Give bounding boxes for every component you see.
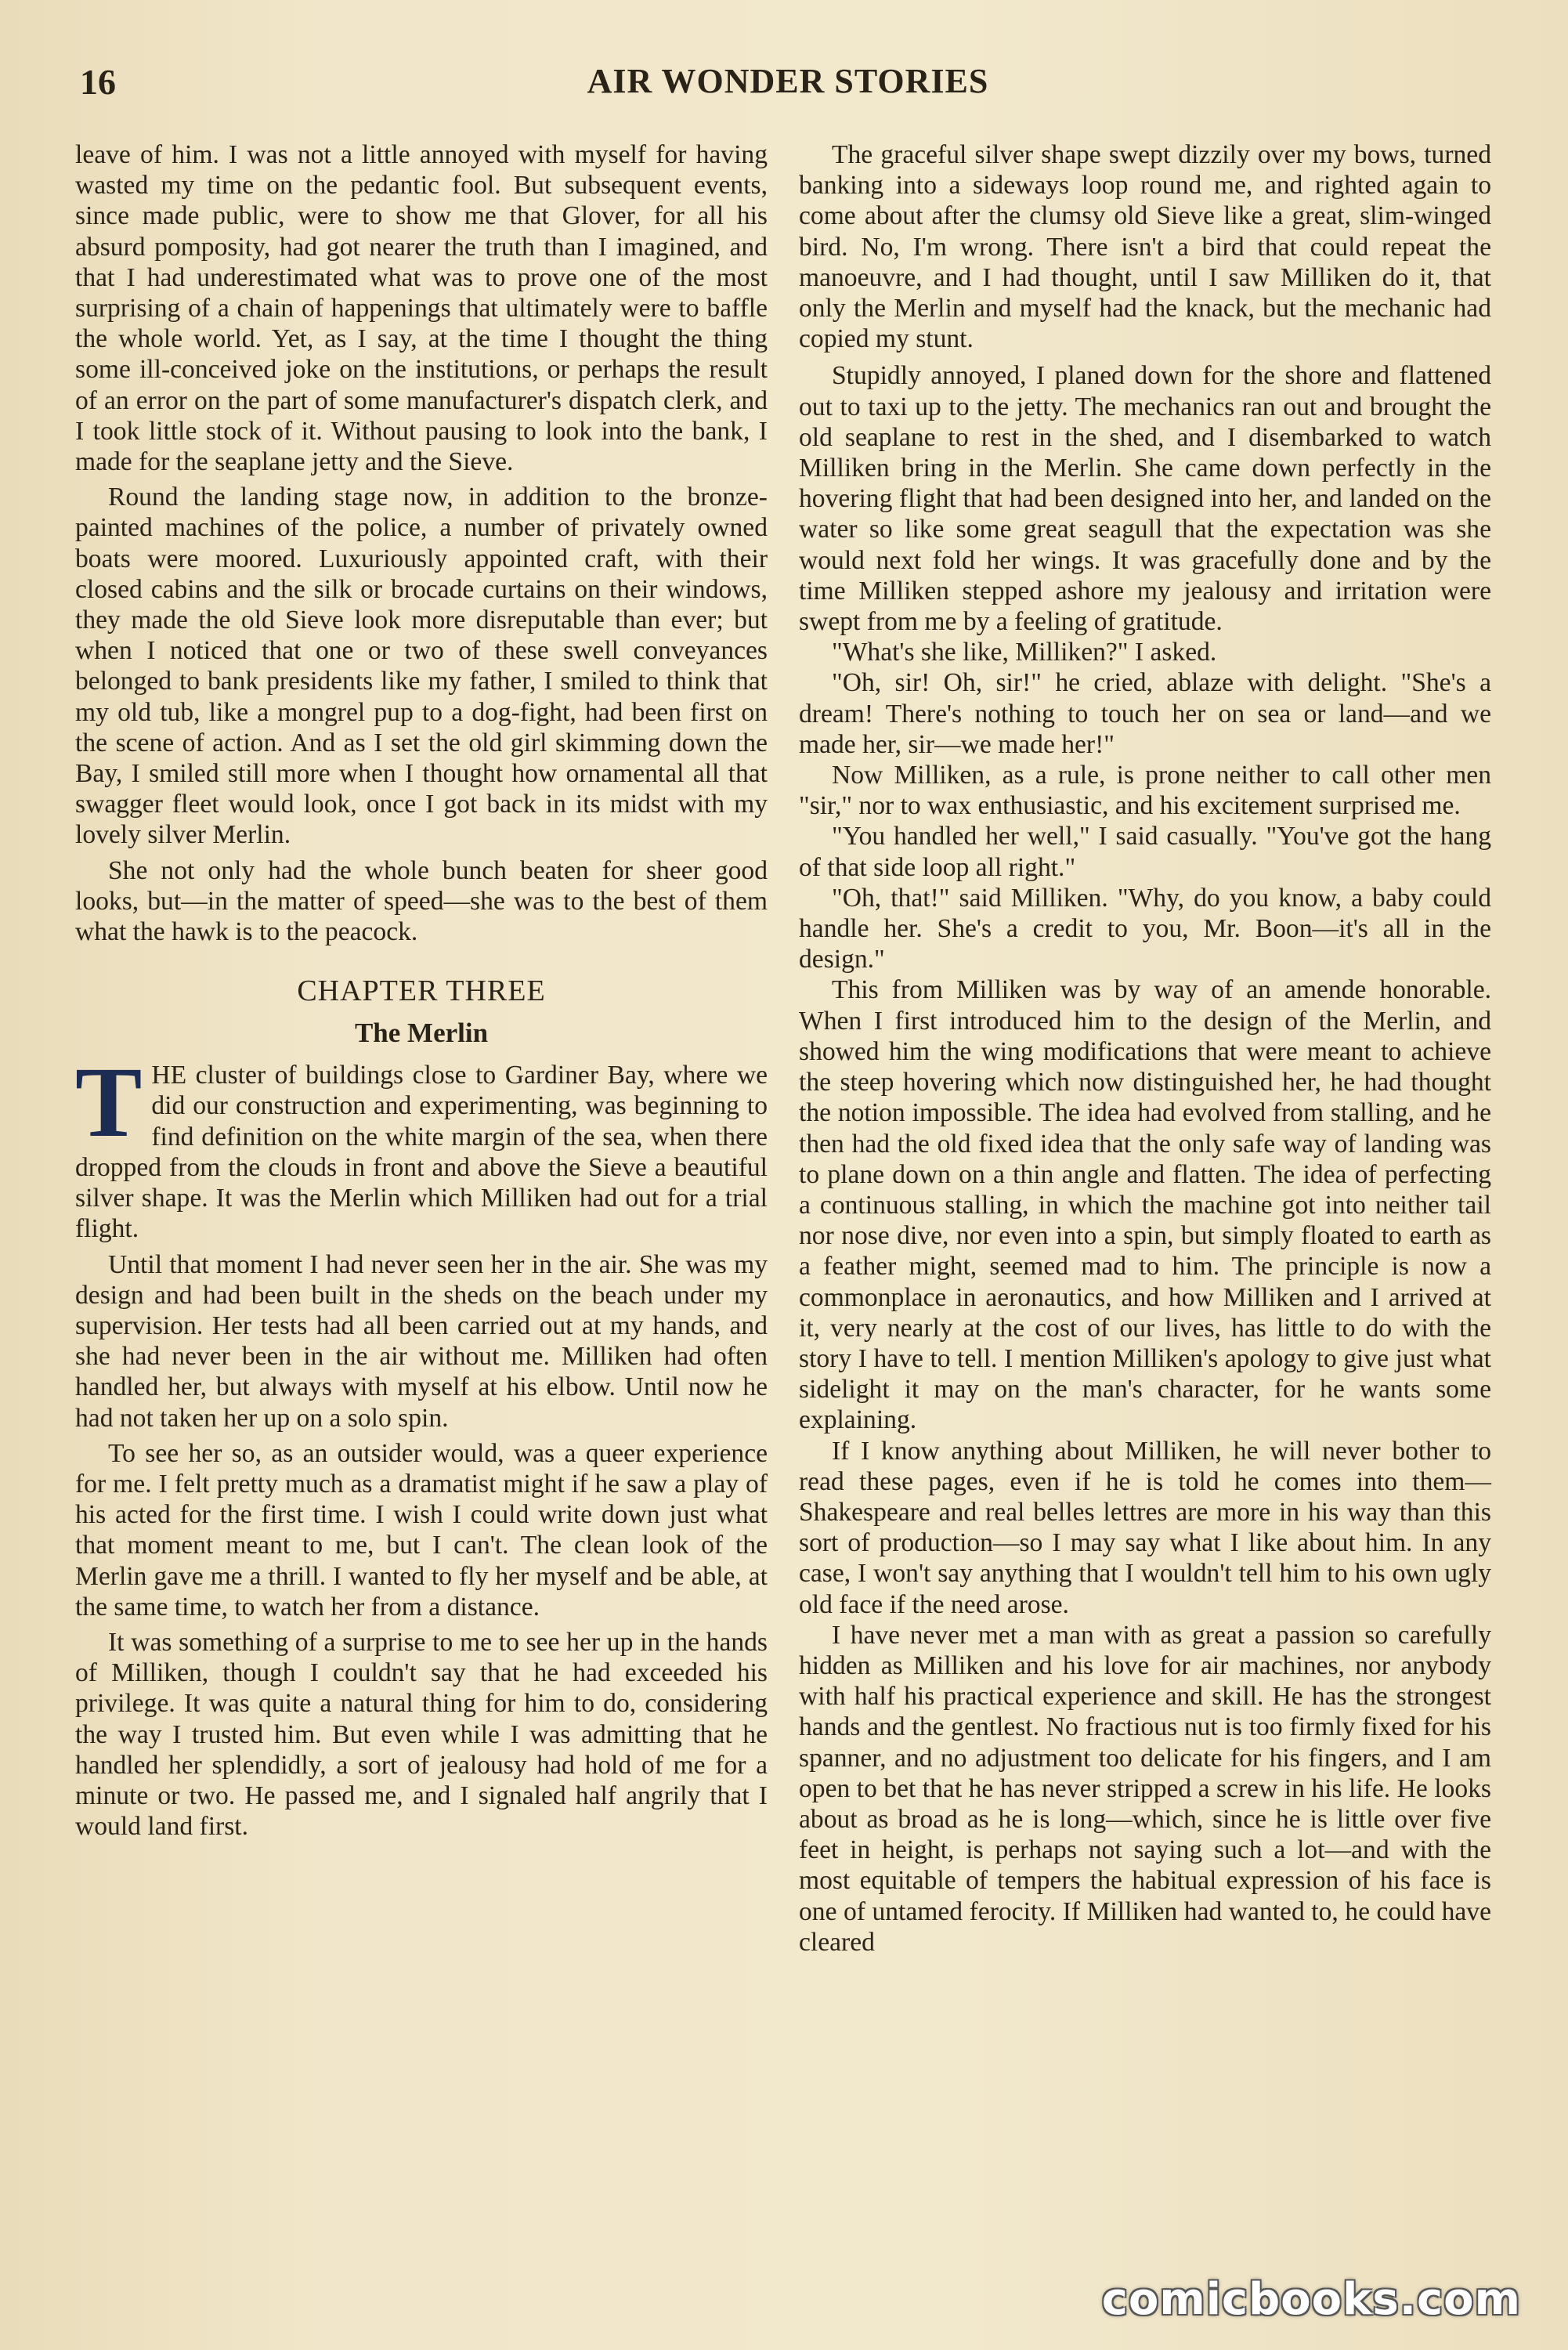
body-paragraph: Now Milliken, as a rule, is prone neither to call other men "sir," nor to wax enthusiastic, and his excitement surprised me. (799, 761, 1491, 821)
body-paragraph: leave of him. I was not a little annoyed with myself for having wasted my time on the pedantic fool. But subsequent events, since made public, were to show me that Glover, for all his absurd pomposity, had got nearer the truth than I imagined, and that I had underestimated what was to prove one of the most surprising of a chain of happenings that ultimately were to baffle the whole world. Yet, as I say, at the time I thought the thing some ill-conceived joke on the institutions, or perhaps the result of an error on the part of some manufacturer's dispatch clerk, and I took little stock of it. Without pausing to look into the bank, I made for the seaplane jetty and the Sieve. (75, 140, 768, 477)
body-paragraph: To see her so, as an outsider would, was a queer experience for me. I felt pretty much as a dramatist might if he saw a play of his acted for the first time. I wish I could write down just what that moment meant to me, but I can't. The clean look of the Merlin gave me a thrill. I wanted to fly her myself and be able, at the same time, to watch her from a distance. (75, 1438, 768, 1622)
body-paragraph: "You handled her well," I said casually. "You've got the hang of that side loop all right." (799, 822, 1491, 882)
opening-text: HE cluster of buildings close to Gardiner Bay, where we did our construction and experimenting, was beginning to find definition on the white margin of the sea, when there dropped from the clouds in front and above the Sieve a beautiful silver shape. It was the Merlin which Milliken had out for a trial flight. (75, 1061, 768, 1244)
body-paragraph: I have never met a man with as great a passion so carefully hidden as Milliken and his love for air machines, nor anybody with half his practical experience and skill. He has the strongest hands and the gentlest. No fractious nut is too firmly fixed for his spanner, and no adjustment too delicate for his fingers, and I am open to bet that he has never stripped a screw in his life. He looks about as broad as he is long—which, since he is little over five feet in height, is perhaps not saying such a lot—and with the most equitable of tempers the habitual expression of his face is one of untamed ferocity. If Milliken had wanted to, he could have cleared (799, 1620, 1491, 1957)
body-paragraph: Stupidly annoyed, I planed down for the shore and flattened out to taxi up to the jetty. The mechanics ran out and brought the old seaplane to rest in the shed, and I disembarked to watch Milliken bring in the Merlin. She came down perfectly in the hovering flight that had been designed into her, and landed on the water so like some great seagull that the expectation was she would next fold her wings. It was gracefully done and by the time Milliken stepped ashore my jealousy and irritation were swept from me by a feeling of gratitude. (799, 361, 1491, 637)
body-paragraph: This from Milliken was by way of an amende honorable. When I first introduced him to the design of the Merlin, and showed him the wing modifications that were meant to achieve the steep hovering which now distinguished her, he had thought the notion impossible. The idea had evolved from stalling, and he then had the old fixed idea that the only safe way of landing was to plane down on a thin angle and flatten. The idea of perfecting a continuous stalling, in which the machine got into neither tail nor nose dive, nor even into a spin, but simply floated to earth as a feather might, seemed mad to him. The principle is now a commonplace in aeronautics, and how Milliken and I arrived at it, very nearly at the cost of our lives, has little to do with the story I have to tell. I mention Milliken's apology to give just what sidelight it may on the man's character, for he wants some explaining. (799, 975, 1491, 1435)
body-paragraph: She not only had the whole bunch beaten for sheer good looks, but—in the matter of speed—she was to the best of them what the hawk is to the peacock. (75, 855, 768, 947)
site-watermark: comicbooks.com (1101, 2274, 1521, 2325)
chapter-opening-paragraph (75, 1047, 768, 1244)
drop-cap: T (75, 1047, 143, 1159)
body-paragraph: "Oh, that!" said Milliken. "Why, do you know, a baby could handle her. She's a credit to you, Mr. Boon—it's all in the design." (799, 883, 1491, 974)
left-column (75, 139, 768, 1842)
chapter-title: CHAPTER THREE (297, 974, 546, 1008)
body-paragraph: "Oh, sir! Oh, sir!" he cried, ablaze with delight. "She's a dream! There's nothing to touch her on sea or land—and we made her, sir—we made her!" (799, 668, 1491, 759)
running-title: AIR WONDER STORIES (587, 62, 989, 100)
chapter-subtitle: The Merlin (354, 1018, 489, 1049)
body-paragraph: Round the landing stage now, in addition to the bronze-painted machines of the police, a number of privately owned boats were moored. Luxuriously appointed craft, with their closed cabins and the silk or brocade curtains on their windows, they made the old Sieve look more disreputable than ever; but when I noticed that one or two of these swell conveyances belonged to bank presidents like my father, I smiled to think that my old tub, like a mongrel pup to a dog-fight, had been first on the scene of action. And as I set the old girl skimming down the Bay, I smiled still more when I thought how ornamental all that swagger fleet would look, once I got back in its midst with my lovely silver Merlin. (75, 483, 768, 850)
right-column (799, 139, 1491, 1958)
body-paragraph: It was something of a surprise to me to see her up in the hands of Milliken, though I couldn't say that he had exceeded his privilege. It was quite a natural thing for him to do, considering the way I trusted him. But even while I was admitting that he handled her splendidly, a sort of jealousy had hold of me for a minute or two. He passed me, and I signaled half angrily that I would land first. (75, 1627, 768, 1842)
page-header (75, 61, 1501, 116)
body-paragraph: "What's she like, Milliken?" I asked. (832, 638, 1217, 667)
page-number: 16 (80, 62, 116, 102)
body-paragraph: Until that moment I had never seen her in the air. She was my design and had been built in the sheds on the beach under my supervision. Her tests had all been carried out at my hands, and she had never been in the air without me. Milliken had often handled her, but always with myself at his elbow. Until now he had not taken her up on a solo spin. (75, 1249, 768, 1433)
body-paragraph: The graceful silver shape swept dizzily over my bows, turned banking into a sideways loop round me, and righted again to come about after the clumsy old Sieve like a great, slim-winged bird. No, I'm wrong. There isn't a bird that could repeat the manoeuvre, and I had thought, until I saw Milliken do it, that only the Merlin and myself had the knack, but the mechanic had copied my stunt. (799, 140, 1491, 354)
body-paragraph: If I know anything about Milliken, he will never bother to read these pages, even if he is told he comes into them—Shakespeare and real belles lettres are more in his way than this sort of production—so I may say what I like about him. In any case, I won't say anything that I wouldn't tell him to his own ugly old face if the need arose. (799, 1436, 1491, 1619)
